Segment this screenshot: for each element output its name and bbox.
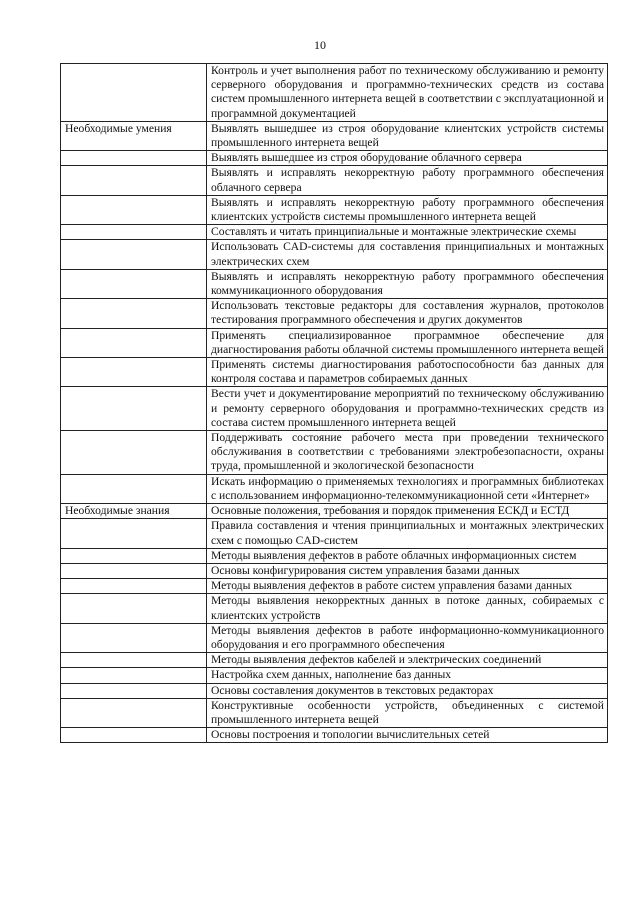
table-row [61, 504, 608, 519]
table-row [61, 358, 608, 387]
table-row [61, 240, 608, 269]
list-item: Методы выявления дефектов кабелей и электрических соединений [207, 653, 608, 668]
list-item: Выявлять вышедшее из строя оборудование облачного сервера [207, 151, 608, 166]
list-item: Основные положения, требования и порядок применения ЕСКД и ЕСТД [207, 504, 608, 519]
table-row [61, 387, 608, 431]
table-row [61, 151, 608, 166]
list-item: Методы выявления дефектов в работе облачных информационных систем [207, 548, 608, 563]
label-cell-empty [61, 728, 207, 743]
table-row [61, 64, 608, 122]
table-row [61, 653, 608, 668]
table-row [61, 623, 608, 652]
label-cell-empty [61, 668, 207, 683]
list-item: Методы выявления дефектов в работе информационно-коммуникационного оборудования и его программного обеспечения [207, 623, 608, 652]
list-item: Применять системы диагностирования работоспособности баз данных для контроля состава и параметров собираемых данных [207, 358, 608, 387]
requirements-table [60, 63, 608, 743]
list-item: Выявлять и исправлять некорректную работу программного обеспечения коммуникационного оборудования [207, 269, 608, 298]
table-row [61, 328, 608, 357]
list-item: Методы выявления дефектов в работе систем управления базами данных [207, 579, 608, 594]
section-label: Необходимые знания [61, 504, 207, 519]
label-cell-empty [61, 166, 207, 195]
list-item: Основы составления документов в текстовых редакторах [207, 683, 608, 698]
list-item: Конструктивные особенности устройств, объединенных с системой промышленного интернета вещей [207, 698, 608, 727]
label-cell-empty [61, 594, 207, 623]
label-cell-empty [61, 240, 207, 269]
page-number: 10 [314, 38, 326, 52]
table-row [61, 519, 608, 548]
list-item: Настройка схем данных, наполнение баз данных [207, 668, 608, 683]
table-row [61, 728, 608, 743]
list-item: Выявлять и исправлять некорректную работу программного обеспечения облачного сервера [207, 166, 608, 195]
list-item: Использовать CAD-системы для составления принципиальных и монтажных электрических схем [207, 240, 608, 269]
table-row [61, 121, 608, 150]
label-cell-empty [61, 64, 207, 122]
label-cell-empty [61, 519, 207, 548]
list-item: Вести учет и документирование мероприятий по техническому обслуживанию и ремонту серверного оборудования и программно-технических средств из состава систем промышленного интернета вещей [207, 387, 608, 431]
label-cell-empty [61, 548, 207, 563]
list-item: Контроль и учет выполнения работ по техническому обслуживанию и ремонту серверного оборудования и программно-технических средств из состава систем промышленного интернета вещей в соответствии с эксплуатационной и программной документацией [207, 64, 608, 122]
table-row [61, 579, 608, 594]
label-cell-empty [61, 299, 207, 328]
label-cell-empty [61, 474, 207, 503]
table-row [61, 594, 608, 623]
label-cell-empty [61, 269, 207, 298]
label-cell-empty [61, 387, 207, 431]
list-item: Методы выявления некорректных данных в потоке данных, собираемых с клиентских устройств [207, 594, 608, 623]
label-cell-empty [61, 563, 207, 578]
table-row [61, 698, 608, 727]
label-cell-empty [61, 195, 207, 224]
list-item: Использовать текстовые редакторы для составления журналов, протоколов тестирования программного обеспечения и других документов [207, 299, 608, 328]
table-row [61, 474, 608, 503]
label-cell-empty [61, 151, 207, 166]
list-item: Составлять и читать принципиальные и монтажные электрические схемы [207, 225, 608, 240]
table-row [61, 431, 608, 475]
table-row [61, 269, 608, 298]
list-item: Искать информацию о применяемых технологиях и программных библиотеках с использованием информационно-телекоммуникационной сети «Интернет» [207, 474, 608, 503]
label-cell-empty [61, 623, 207, 652]
table-row [61, 563, 608, 578]
label-cell-empty [61, 431, 207, 475]
list-item: Выявлять вышедшее из строя оборудование клиентских устройств системы промышленного интернета вещей [207, 121, 608, 150]
label-cell-empty [61, 358, 207, 387]
table-row [61, 548, 608, 563]
section-label: Необходимые умения [61, 121, 207, 150]
list-item: Применять специализированное программное обеспечение для диагностирования работы облачной системы промышленного интернета вещей [207, 328, 608, 357]
list-item: Выявлять и исправлять некорректную работу программного обеспечения клиентских устройств системы промышленного интернета вещей [207, 195, 608, 224]
table-row [61, 683, 608, 698]
table-row [61, 668, 608, 683]
list-item: Правила составления и чтения принципиальных и монтажных электрических схем с помощью CAD-систем [207, 519, 608, 548]
list-item: Основы построения и топологии вычислительных сетей [207, 728, 608, 743]
label-cell-empty [61, 579, 207, 594]
list-item: Поддерживать состояние рабочего места при проведении технического обслуживания в соответствии с требованиями электробезопасности, охраны труда, промышленной и экологической безопасности [207, 431, 608, 475]
label-cell-empty [61, 653, 207, 668]
table-row [61, 166, 608, 195]
table-row [61, 225, 608, 240]
label-cell-empty [61, 683, 207, 698]
label-cell-empty [61, 328, 207, 357]
table-row [61, 195, 608, 224]
label-cell-empty [61, 225, 207, 240]
list-item: Основы конфигурирования систем управления базами данных [207, 563, 608, 578]
table-row [61, 299, 608, 328]
label-cell-empty [61, 698, 207, 727]
